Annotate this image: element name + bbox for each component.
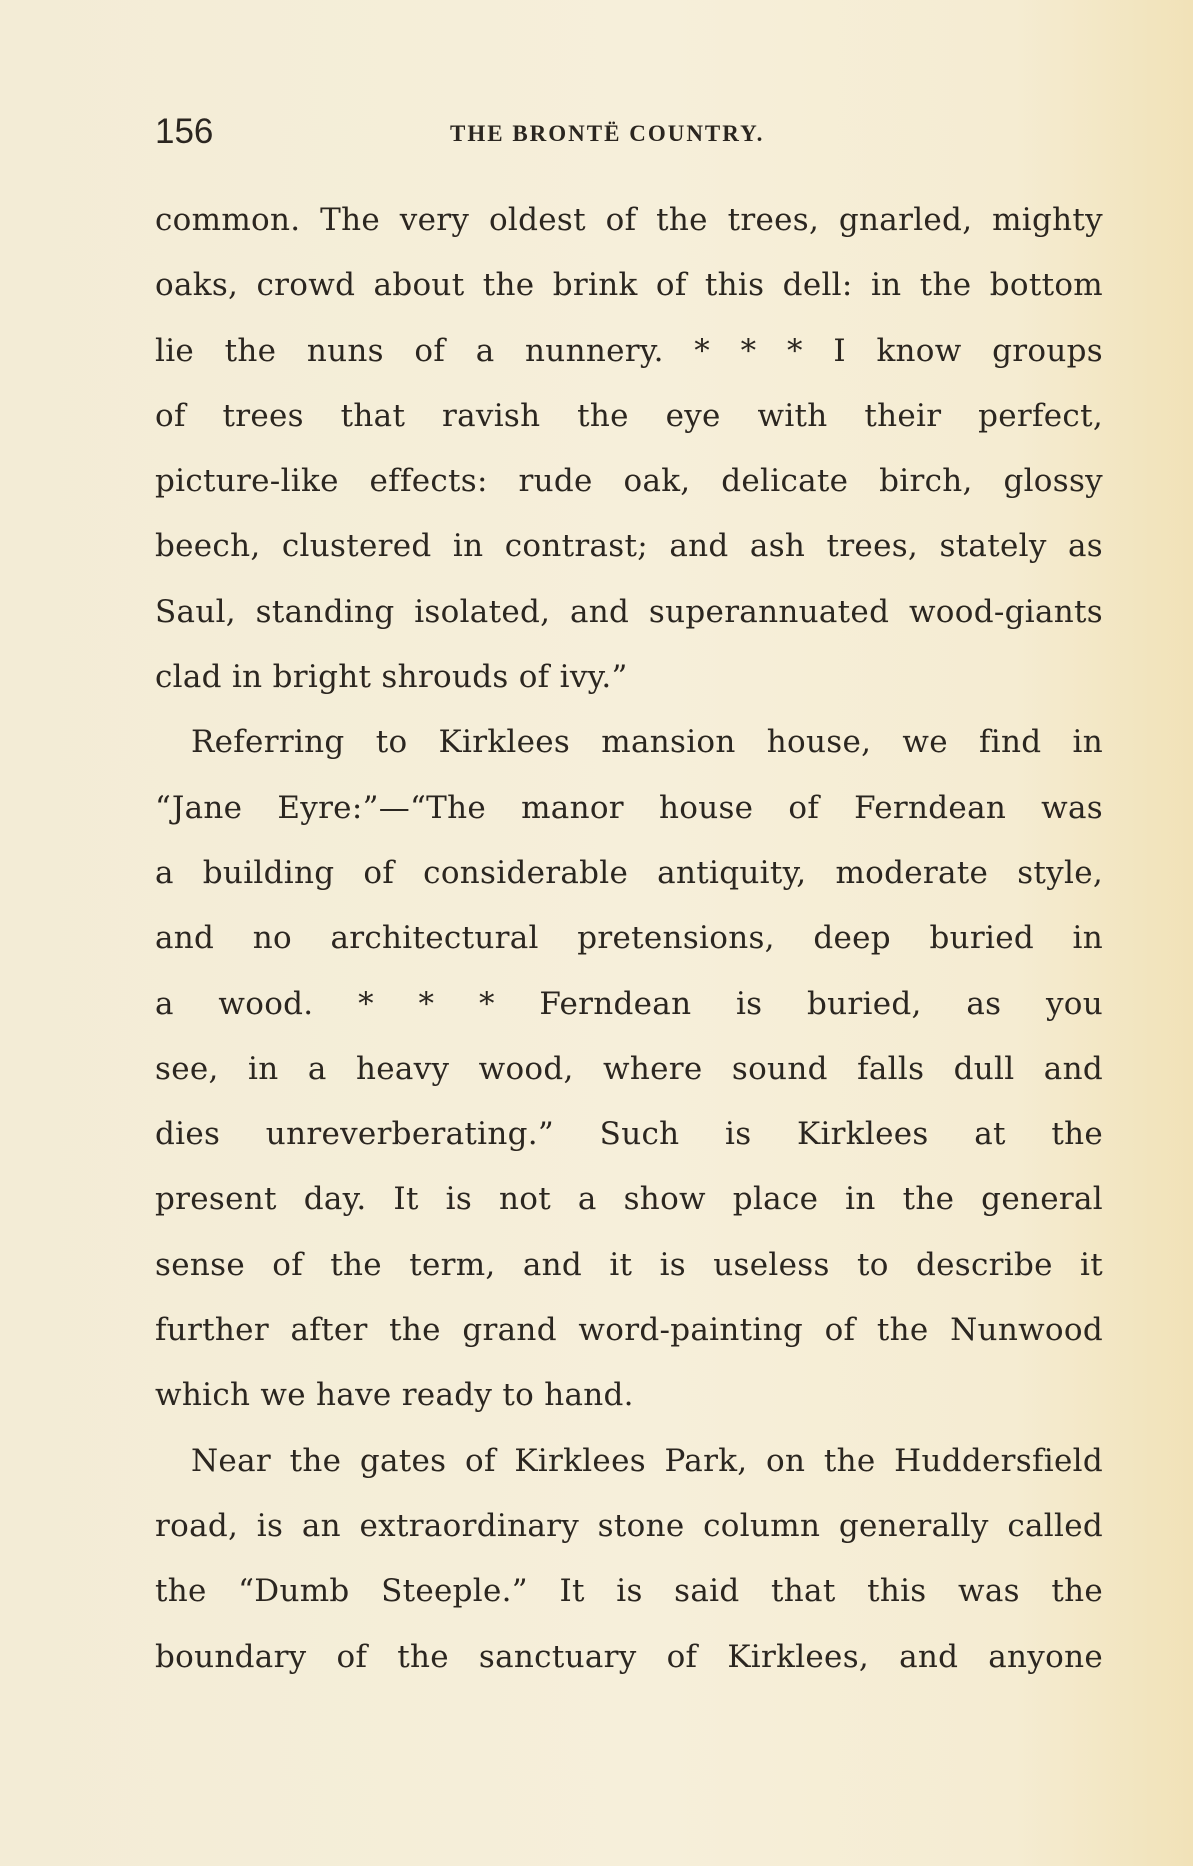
- text-line: a wood. * * * Ferndean is buried, as you: [155, 985, 1103, 1022]
- text-line: of trees that ravish the eye with their perfect,: [155, 397, 1103, 434]
- text-line: the “Dumb Steeple.” It is said that this was the: [155, 1573, 1103, 1610]
- text-line: clad in bright shrouds of ivy.”: [155, 659, 628, 696]
- text-line: which we have ready to hand.: [155, 1377, 634, 1414]
- body-text: [155, 188, 1103, 1690]
- text-line: oaks, crowd about the brink of this dell: in the bottom: [155, 267, 1103, 304]
- page-number: 156: [155, 112, 214, 151]
- text-line: common. The very oldest of the trees, gnarled, mighty: [155, 202, 1103, 238]
- text-line: “Jane Eyre:”—“The manor house of Ferndean was: [155, 789, 1103, 826]
- text-line: lie the nuns of a nunnery. * * * I know groups: [155, 332, 1103, 369]
- text-line: and no architectural pretensions, deep buried in: [155, 920, 1103, 957]
- running-title: THE BRONTË COUNTRY.: [450, 121, 765, 146]
- text-line: beech, clustered in contrast; and ash trees, stately as: [155, 528, 1103, 565]
- text-line: present day. It is not a show place in the general: [155, 1181, 1103, 1218]
- text-line: Saul, standing isolated, and superannuated wood-giants: [155, 593, 1103, 630]
- text-line: dies unreverberating.” Such is Kirklees at the: [155, 1116, 1103, 1153]
- text-line: see, in a heavy wood, where sound falls dull and: [155, 1050, 1103, 1087]
- page-header: [155, 112, 1105, 152]
- text-line: sense of the term, and it is useless to describe it: [155, 1246, 1103, 1283]
- text-line: picture-like effects: rude oak, delicate birch, glossy: [155, 463, 1103, 500]
- text-line: Near the gates of Kirklees Park, on the Huddersfield: [191, 1442, 1103, 1479]
- text-line: further after the grand word-painting of the Nunwood: [155, 1312, 1103, 1349]
- text-line: a building of considerable antiquity, moderate style,: [155, 854, 1103, 891]
- text-line: Referring to Kirklees mansion house, we find in: [191, 724, 1103, 761]
- text-line: boundary of the sanctuary of Kirklees, and anyone: [155, 1638, 1103, 1675]
- text-line: road, is an extraordinary stone column generally called: [155, 1507, 1103, 1544]
